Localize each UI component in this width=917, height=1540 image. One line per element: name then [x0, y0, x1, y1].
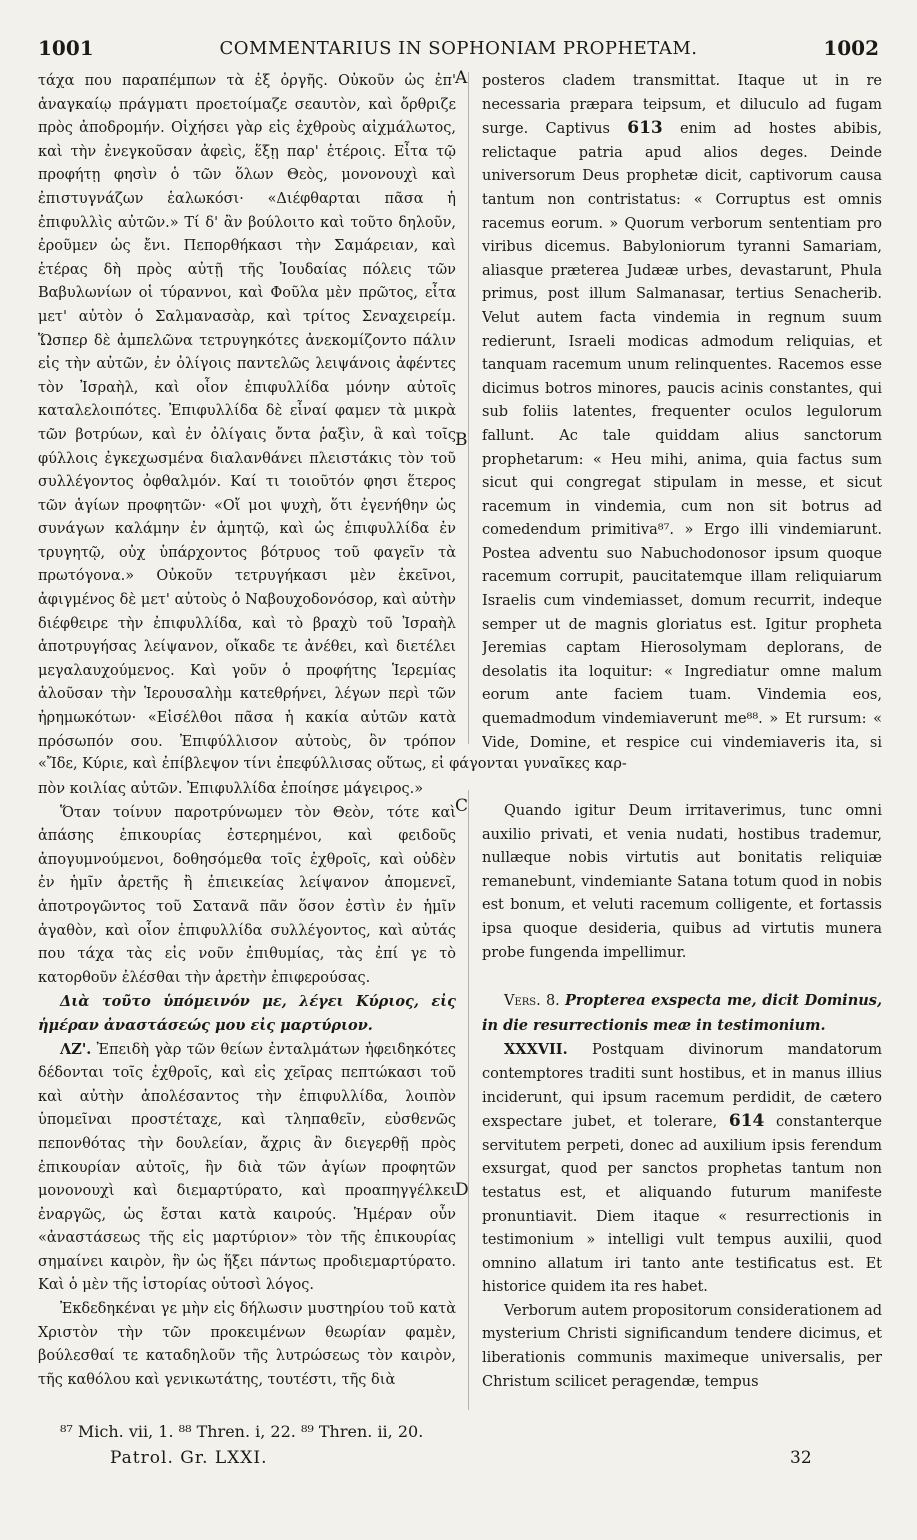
greek-section-number: ΛΖ'.	[60, 1040, 92, 1058]
latin-paragraph: Verborum autem propositorum considerationem ad mysterium Christi significandum tendere dicimus, et liberationis communis maximeque universalis, per Christum scilicet peragendæ, tempus	[482, 1302, 882, 1390]
greek-text: Ἐπειδὴ γὰρ τῶν θείων ἐνταλμάτων ἠφειδηκότες δέδονται τοῖς ἐχθροῖς, καὶ εἰς χεῖρας πεπτώκασι τοῦ καὶ αὐτὴν ἀπολέσαντος τὴν ἐπιφυλλίδα, λοιπὸν ὑπομεῖναι προστέταχε, καὶ τληπαθεῖν, εὐσθενῶς πεπονθότας τὴν δουλείαν, ἄχρις ἂν διεγερθῇ πρὸς ἐπικουρίαν αὐτοῖς, ἣν διὰ τῶν ἁγίων προφητῶν μονονουχὶ καὶ διεμαρτύρατο, καὶ προαπηγγέλκει ἐναργῶς, ὡς ἔσται κατὰ καιρούς. Ἡμέραν οὖν «ἀναστάσεως τῆς εἰς μαρτύριον» τὸν τῆς ἐπικουρίας σημαίνει καιρὸν, ἣν ὡς ἥξει πάντως προδιεμαρτύρατο. Καὶ ὁ μὲν τῆς ἱστορίας οὑτοσὶ λόγος.	[38, 1041, 456, 1294]
greek-paragraph: τάχα που παραπέμπων τὰ ἐξ ὀργῆς. Οὐκοῦν ὡς ἐπ' ἀναγκαίῳ πράγματι προετοίμαζε σεαυτὸν, καὶ ὄρθριζε πρὸς ἀποδρομήν. Οἰχήσει γὰρ εἰς ἐχθροὺς αἰχμάλωτος, καὶ τὴν ἐνεγκοῦσαν ἀφεὶς, ἕξῃ παρ' ἑτέροις. Εἶτα τῷ προφήτῃ φησὶν ὁ τῶν ὅλων Θεὸς, μονονουχὶ καὶ ἐπιστυγνάζων ἑαλωκόσι· «Διέφθαρται πᾶσα ἡ ἐπιφυλλὶς αὐτῶν.» Τί δ' ἂν βούλοιτο καὶ τοῦτο δηλοῦν, ἐροῦμεν ὡς ἔνι. Πεπορθήκασι τὴν Σαμάρειαν, καὶ ἑτέρας δὴ πρὸς αὐτῇ τῆς Ἰουδαίας πόλεις τῶν Βαβυλωνίων οἱ τύραννοι, καὶ Φοῦλα μὲν πρῶτος, εἶτα μετ' αὐτὸν ὁ Σαλμανασὰρ, καὶ τρίτος Σεναχειρείμ. Ὥσπερ δὲ ἀμπελῶνα τετρυγηκότες ἀνεκομίζοντο πάλιν εἰς τὴν αὐτῶν, ἐν ὀλίγοις παντελῶς λειψάνοις ἀφέντες τὸν Ἰσραὴλ, καὶ οἷον ἐπιφυλλίδα μόνην αὐτοῖς καταλελοιπότες. Ἐπιφυλλίδα δὲ εἶναί φαμεν τὰ μικρὰ τῶν βοτρύων, καὶ ἐν ὀλίγαις ὄντα ῥαξὶν, ἃ καὶ τοῖς φύλλοις ἐγκεχωσμένα διαλανθάνει πλειστάκις τὸν τοῦ συλλέγοντος ὀφθαλμόν. Καί τι τοιοῦτόν φησι ἕτερος τῶν ἁγίων προφητῶν· «Οἴ μοι ψυχὴ, ὅτι ἐγενήθην ὡς συνάγων καλάμην ἐν ἀμητῷ, καὶ ὡς ἐπιφυλλίδα ἐν τρυγητῷ, οὐχ ὑπάρχοντος βότρυος τοῦ φαγεῖν τὰ πρωτόγονα.» Οὐκοῦν τετρυγήκασι μὲν ἐκεῖνοι, ἀφιγμένος δὲ μετ' αὐτοὺς ὁ Ναβουχοδονόσορ, καὶ αὐτὴν διέφθειρε τὴν ἐπιφυλλίδα, καὶ τὸ βραχὺ τοῦ Ἰσραὴλ ἀποτρυγήσας λείψανον, οἴκαδε τε ἀνέθει, καὶ διετέλει μεγαλαυχούμενος. Καὶ γοῦν ὁ προφήτης Ἱερεμίας ἁλοῦσαν τὴν Ἱερουσαλὴμ κατεθρήνει, λέγων περὶ τῶν ἠρημωκότων· «Εἰσέλθοι πᾶσα ἡ κακία αὐτῶν κατὰ πρόσωπόν σου. Ἐπιφύλλισον αὐτοὺς, ὃν τρόπον	[38, 73, 456, 750]
latin-paragraph	[482, 70, 882, 754]
latin-paragraph	[482, 1038, 882, 1300]
latin-column-lower	[482, 800, 882, 1414]
greek-verse-lemma: Διὰ τοῦτο ὑπόμεινόν με, λέγει Κύριος, εἰς ἡμέραν ἀναστάσεώς μου εἰς μαρτύριον.	[38, 993, 456, 1034]
greek-paragraph: πὸν κοιλίας αὐτῶν. Ἐπιφυλλίδα ἐποίησε μάγειρος.»	[38, 781, 424, 797]
section-marker-b: B	[455, 430, 468, 450]
section-marker-a: A	[455, 68, 468, 88]
greek-column-lower	[38, 778, 456, 1414]
section-marker-c: C	[455, 796, 469, 816]
running-title: COMMENTARIUS IN SOPHONIAM PROPHETAM.	[219, 38, 698, 59]
column-divider-top	[468, 72, 469, 744]
volume-note: Patrol. Gr. LXXI.	[110, 1448, 268, 1468]
latin-text: enim ad hostes abibis, relictaque patria apud alios deges. Deinde universorum Deus prophetæ dicit, captivorum causa tantum non contristatus: « Corruptus est omnis racemus eorum. » Quorum verborum sententiam pro viribus dicemus. Babyloniorum tyranni Samariam, aliasque præterea Judææ urbes, devastarunt, Phula primus, post illum Salmanasar, tertius Senacherib. Velut autem facta vindemia in regnum suum redierunt, Israeli modicas admodum reliquias, et tanquam racemum unum relinquentes. Racemos esse dicimus botros minores, paucis acinis constantes, qui sub foliis latentes, frequenter oculos legulorum fallunt. Ac tale quiddam alius sanctorum prophetarum: « Heu mihi, anima, quia factus sum sicut qui congregat stipulam in messe, et sicut racemum in vindemia, cum non sit botrus ad comedendum primitiva⁸⁷. » Ergo illi vindemiarunt. Postea adventu suo Nabuchodonosor ipsum quoque racemum corrupit, paucitatemque illam reliquiarum Israelis cum vindemiasset, domum recurrit, indeque semper ut de magnis gloriatus est. Igitur propheta Jeremias captam Hierosolymam deplorans, de desolatis ita loquitur: « Ingrediatur omne malum eorum ante faciem tuam. Vindemia eos, quemadmodum vindemiaverunt me⁸⁸. » Et rursum: « Vide, Domine, et respice cui vindemiaveris ita, si	[482, 121, 882, 751]
latin-paragraph: Quando igitur Deum irritaverimus, tunc omni auxilio privati, et venia nudati, hostibus trademur, nullæque nobis virtutis aut bonitatis reliquiæ remanebunt, vindemiante Satana totum quod in nobis est bonum, et veluti racemum colligente, et fortassis ipsa quoque desideria, quibus ad virtutis munera probe fungenda impellimur.	[482, 803, 882, 961]
latin-text: Postquam divinorum mandatorum contemptores traditi sunt hostibus, et in manus illius inciderunt, qui ipsum racemum perdidit, de cætero exspectare jubet, et tolerare,	[482, 1042, 882, 1131]
greek-cross-line: «Ἴδε, Κύριε, καὶ ἐπίβλεψον τίνι ἐπεφύλλισας οὕτως, εἰ φάγονται γυναῖκες καρ-	[38, 756, 627, 772]
greek-column-upper	[38, 70, 456, 754]
section-marker-d: D	[455, 1180, 469, 1200]
latin-text: constanterque servitutem perpeti, donec ad auxilium ipsis ferendum exsurgat, quod per sanctos prophetas tantum non testatus est, et aliquando futurum manifeste pronuntiavit. Diem itaque « resurrectionis in testimonium » intelligi vult tempus auxilii, quod omnino allatum iri tanto ante testificatus est. Et historice quidem ita res habet.	[482, 1114, 882, 1296]
latin-column-upper	[482, 70, 882, 754]
verse-text: Propterea exspecta me, dicit Dominus, in die resurrectionis meæ in testimonium.	[482, 992, 882, 1034]
greek-paragraph: Ὅταν τοίνυν παροτρύνωμεν τὸν Θεὸν, τότε καὶ ἁπάσης ἐπικουρίας ἐστερημένοι, καὶ φειδοῦς ἀπογυμνούμενοι, δοθησόμεθα τοῖς ἐχθροῖς, καὶ οὐδὲν ἐν ἡμῖν ἀρετῆς ἢ ἐπιεικείας λείψανον ἀπομενεῖ, ἀποτρογῶντος τοῦ Σατανᾶ πᾶν ὅσον ἐστὶν ἐν ἡμῖν ἀγαθὸν, καὶ οἷον ἐπιφυλλίδα συλλέγοντος, καὶ αὐτάς που τάχα τὰς εἰς νοῦν ἐπιθυμίας, τὰς ἐπί γε τὸ κατορθοῦν ἐλέσθαι τὴν ἀρετὴν ἐπιφερούσας.	[38, 804, 456, 986]
left-page-number: 1001	[38, 36, 94, 60]
greek-paragraph	[38, 1038, 456, 1299]
right-page-number: 1002	[823, 36, 879, 60]
latin-section-number: XXXVII.	[504, 1041, 568, 1059]
page-header	[38, 36, 879, 66]
latin-verse-lemma	[482, 989, 882, 1038]
latin-text: posteros cladem transmittat. Itaque ut in re necessaria præpara teipsum, et diluculo ad fugam surge. Captivus	[482, 73, 882, 138]
column-reference-614: 614	[728, 1111, 765, 1132]
verse-label: Vers. 8.	[504, 993, 560, 1010]
footnotes: ⁸⁷ Mich. vii, 1. ⁸⁸ Thren. i, 22. ⁸⁹ Thren. ii, 20.	[60, 1422, 424, 1441]
greek-paragraph: Ἐκδεδηκέναι γε μὴν εἰς δήλωσιν μυστηρίου τοῦ κατὰ Χριστὸν τὴν τῶν προκειμένων θεωρίαν φαμὲν, βούλεσθαί τε καταδηλοῦν τῆς λυτρώσεως τὸν καιρὸν, τῆς καθόλου καὶ γενικωτάτης, τουτέστι, τῆς διὰ	[38, 1301, 456, 1388]
column-reference-613: 613	[627, 118, 663, 139]
column-divider-bottom	[468, 790, 469, 1410]
signature-number: 32	[790, 1448, 812, 1468]
